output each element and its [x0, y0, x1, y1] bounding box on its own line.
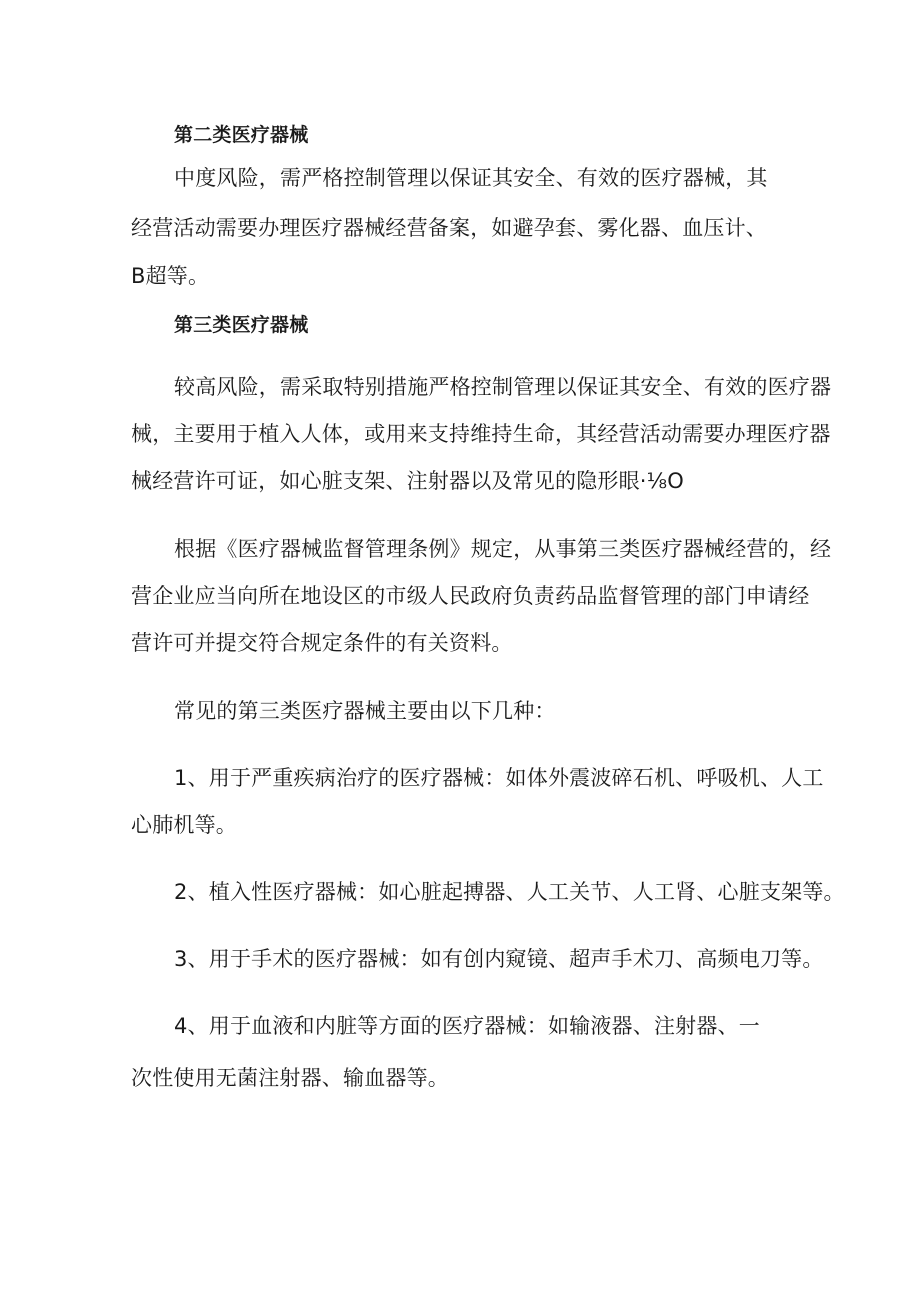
list-item-3: 3、用于手术的医疗器械：如有创内窥镜、超声手术刀、高频电刀等。: [174, 947, 824, 971]
list-item-4-continued: 次性使用无菌注射器、输血器等。: [131, 1066, 449, 1090]
paragraph-line: 较高风险，需采取特别措施严格控制管理以保证其安全、有效的医疗器: [174, 375, 832, 399]
paragraph-line: 营企业应当向所在地设区的市级人民政府负责药品监督管理的部门申请经: [131, 584, 810, 608]
paragraph-line: 经营活动需要办理医疗器械经营备案，如避孕套、雾化器、血压计、: [131, 216, 767, 240]
list-item-1: 1、用于严重疾病治疗的医疗器械：如体外震波碎石机、呼吸机、人工: [174, 766, 824, 790]
list-item-4: 4、用于血液和内脏等方面的医疗器械：如输液器、注射器、一: [174, 1014, 760, 1038]
paragraph-line: 根据《医疗器械监督管理条例》规定，从事第三类医疗器械经营的，经: [174, 537, 832, 561]
paragraph-line: 械经营许可证，如心脏支架、注射器以及常见的隐形眼·⅛O: [131, 469, 684, 493]
list-item-1-continued: 心肺机等。: [131, 813, 237, 837]
paragraph-line: B超等。: [131, 264, 210, 288]
paragraph-line: 营许可并提交符合规定条件的有关资料。: [131, 631, 513, 655]
section-heading-class-3: 第三类医疗器械: [174, 314, 309, 336]
paragraph-line: 械，主要用于植入人体，或用来支持维持生命，其经营活动需要办理医疗器: [131, 422, 831, 446]
paragraph-line: 中度风险，需严格控制管理以保证其安全、有效的医疗器械，其: [174, 166, 768, 190]
section-heading-class-2: 第二类医疗器械: [174, 124, 309, 146]
list-item-2: 2、植入性医疗器械：如心脏起搏器、人工关节、人工肾、心脏支架等。: [174, 880, 845, 904]
list-intro: 常见的第三类医疗器械主要由以下几种：: [174, 699, 556, 723]
